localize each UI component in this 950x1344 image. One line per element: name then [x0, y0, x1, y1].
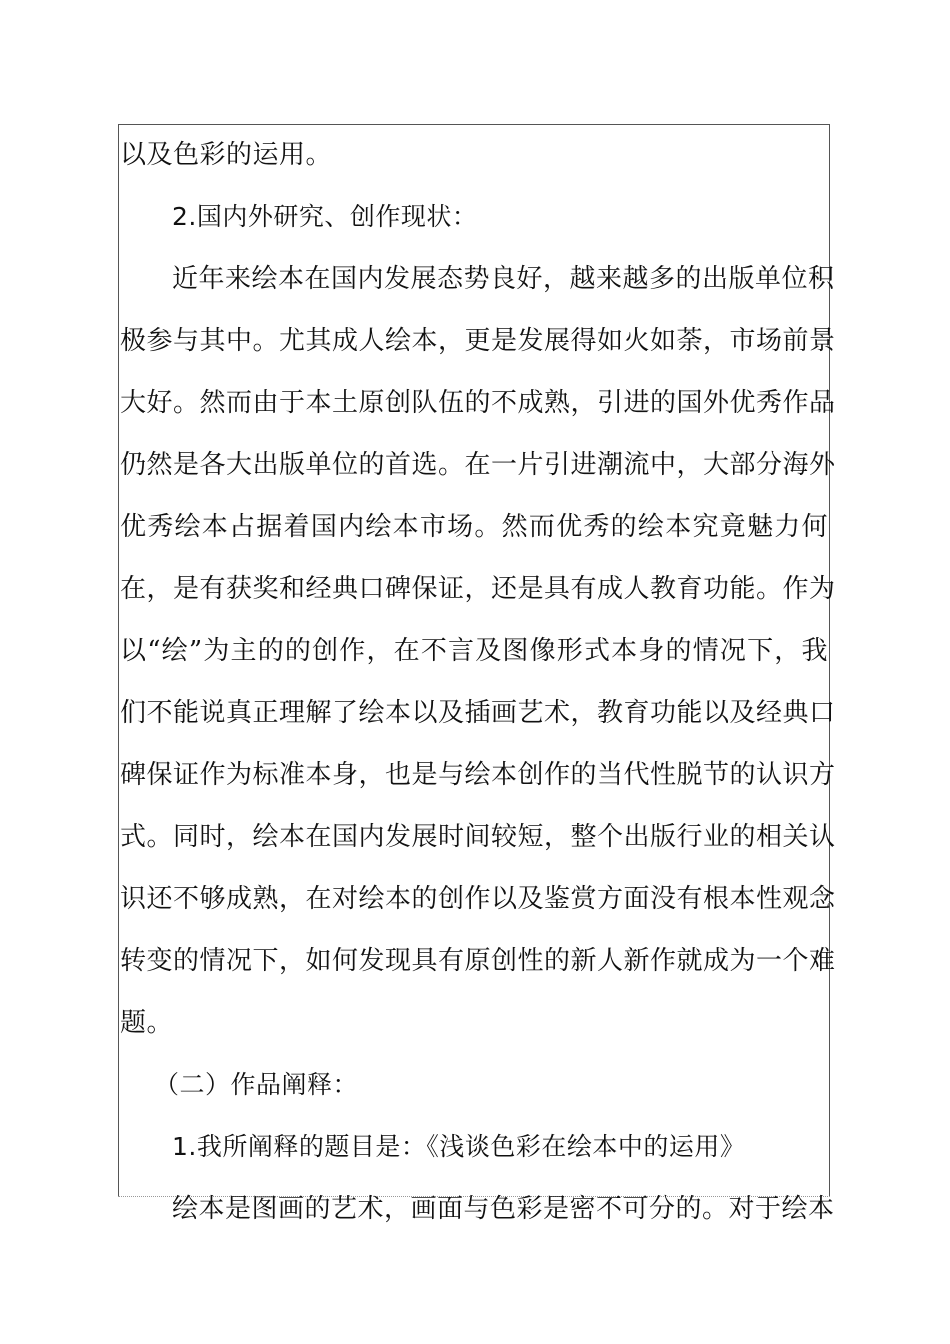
section-heading-work-interpretation: （二）作品阐释： [154, 1070, 359, 1099]
text-line: 以及色彩的运用。 [120, 140, 333, 170]
paragraph-line: 以“绘”为主的的创作，在不言及图像形式本身的情况下，我 [120, 636, 828, 666]
paragraph-line: 们不能说真正理解了绘本以及插画艺术，教育功能以及经典口 [120, 698, 836, 728]
paragraph-line: 极参与其中。尤其成人绘本，更是发展得如火如荼，市场前景 [120, 326, 836, 356]
paragraph-line: 在，是有获奖和经典口碑保证，还是具有成人教育功能。作为 [120, 574, 836, 604]
section-heading-research-status: 2.国内外研究、创作现状： [172, 202, 478, 231]
paragraph-line: 题。 [120, 1008, 174, 1038]
paragraph-line: 大好。然而由于本土原创队伍的不成熟，引进的国外优秀作品 [120, 388, 836, 418]
section-heading-topic: 1.我所阐释的题目是：《浅谈色彩在绘本中的运用》 [172, 1132, 746, 1161]
paragraph-line: 识还不够成熟，在对绘本的创作以及鉴赏方面没有根本性观念 [120, 884, 836, 914]
paragraph-line: 近年来绘本在国内发展态势良好，越来越多的出版单位积 [172, 264, 835, 294]
paragraph-line: 碑保证作为标准本身，也是与绘本创作的当代性脱节的认识方 [120, 760, 836, 790]
paragraph-line: 转变的情况下，如何发现具有原创性的新人新作就成为一个难 [120, 946, 836, 976]
paragraph-line: 仍然是各大出版单位的首选。在一片引进潮流中，大部分海外 [120, 450, 836, 480]
paragraph-line: 优秀绘本占据着国内绘本市场。然而优秀的绘本究竟魅力何 [120, 512, 828, 542]
paragraph-line: 绘本是图画的艺术，画面与色彩是密不可分的。对于绘本 [172, 1194, 835, 1224]
paragraph-line: 式。同时，绘本在国内发展时间较短，整个出版行业的相关认 [120, 822, 836, 852]
document-body [120, 124, 836, 1240]
